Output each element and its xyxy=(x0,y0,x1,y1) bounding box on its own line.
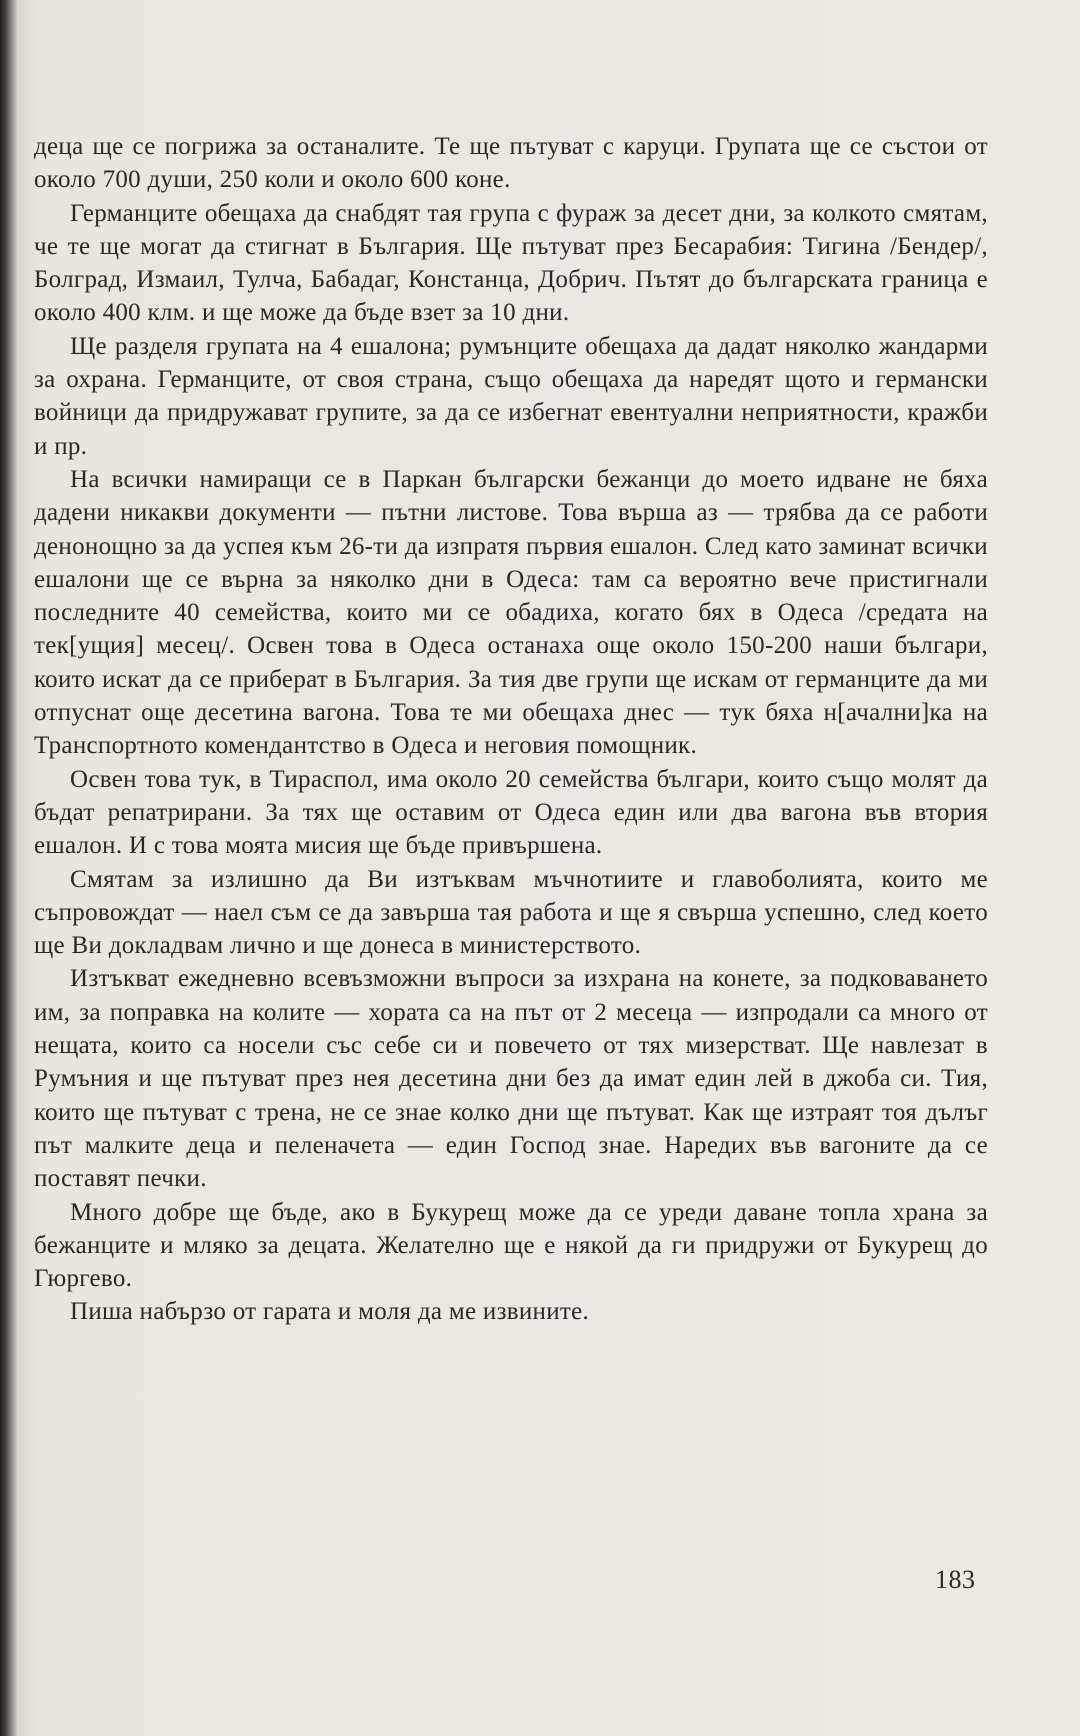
paragraph: Ще разделя групата на 4 ешалона; румънците обещаха да дадат няколко жандарми за охрана. Германците, от своя страна, също обещаха да наредят щото и германски войници да придружават групите, за да се избегнат евентуални неприятности, кражби и пр. xyxy=(34,332,988,460)
body-text xyxy=(34,130,988,1329)
paragraph: Пиша набързо от гарата и моля да ме извините. xyxy=(70,1298,590,1326)
paragraph: Изтъкват ежедневно всевъзможни въпроси за изхрана на конете, за подковаването им, за поправка на колите — хората са на път от 2 месеца — изпродали са много от нещата, които са носели със себе си и повечето от тях мизерстват. Ще навлезат в Румъния и ще пътуват през нея десетина дни без да имат един лей в джоба си. Тия, които ще пътуват с трена, не се знае колко дни ще пътуват. Как ще изтраят тоя дълъг път малките деца и пеленачета — един Господ знае. Наредих във вагоните да се поставят печки. xyxy=(34,965,988,1193)
paragraph: деца ще се погрижа за останалите. Те ще пътуват с каруци. Групата ще се състои от около 700 души, 250 коли и около 600 коне. xyxy=(34,133,988,194)
page-number: 183 xyxy=(935,1565,976,1594)
paragraph: Много добре ще бъде, ако в Букурещ може да се уреди даване топла храна за бежанците и мляко за децата. Желателно ще е някой да ги придружи от Букурещ до Гюргево. xyxy=(34,1198,988,1293)
paragraph: Смятам за излишно да Ви изтъквам мъчнотиите и главоболията, които ме съпровождат — наел съм се да завърша тая работа и ще я свърша успешно, след което ще Ви докладвам лично и ще донеса в министерството. xyxy=(34,865,988,960)
paragraph: На всички намиращи се в Паркан български бежанци до моето идване не бяха дадени никакви документи — пътни листове. Това върша аз — трябва да се работи денонощно за да успея към 26-ти да изпратя първия ешалон. След като заминат всички ешалони ще се върна за няколко дни в Одеса: там са вероятно вече пристигнали последните 40 семейства, които ми се обадиха, когато бях в Одеса /средата на тек[ущия] месец/. Освен това в Одеса останаха още около 150-200 наши българи, които искат да се приберат в България. За тия две групи ще искам от германците да ми отпуснат още десетина вагона. Това те ми обещаха днес — тук бяха н[ачални]ка на Транспортното комендантство в Одеса и неговия помощник. xyxy=(34,465,988,760)
paragraph: Германците обещаха да снабдят тая група с фураж за десет дни, за колкото смятам, че те ще могат да стигнат в България. Ще пътуват през Бесарабия: Тигина /Бендер/, Болград, Измаил, Тулча, Бабадаг, Констанца, Добрич. Пътят до българската граница е около 400 клм. и ще може да бъде взет за 10 дни. xyxy=(34,199,988,327)
paragraph: Освен това тук, в Тираспол, има около 20 семейства българи, които също молят да бъдат репатрирани. За тях ще оставим от Одеса един или два вагона във втория ешалон. И с това моята мисия ще бъде привършена. xyxy=(34,765,988,860)
